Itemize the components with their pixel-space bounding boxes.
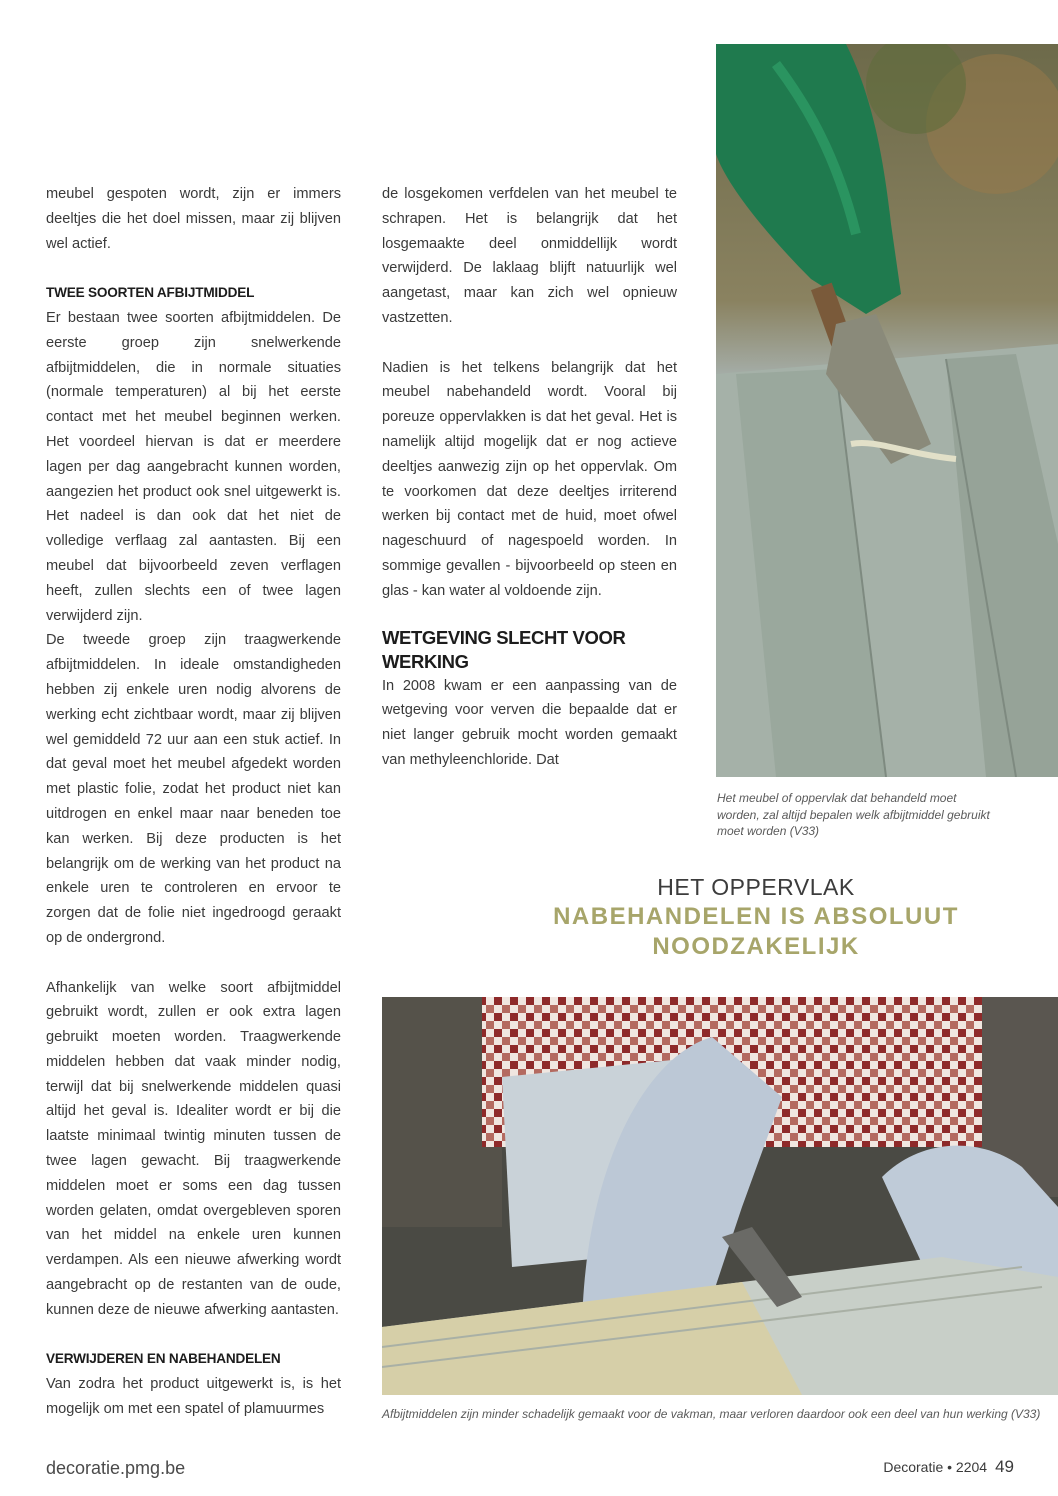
caption-photo-bottom: Afbijtmiddelen zijn minder schadelijk gemaakt voor de vakman, maar verloren daardoor ook een deel van hun werking (V33)	[382, 1407, 1041, 1421]
paragraph-scrape: de losgekomen verfdelen van het meubel te schrapen. Het is belangrijk dat het losgemaakte deel onmiddellijk wordt verwijderd. De laklaag blijft natuurlijk wel aangetast, maar kan zich wel opnieuw vastzetten.	[382, 186, 677, 326]
page-number: 49	[995, 1457, 1014, 1476]
paragraph-types-slow: De tweede groep zijn traagwerkende afbijtmiddelen. In ideale omstandigheden hebben zij enkele uren nodig alvorens de werking echt zichtbaar wordt, maar zij blijven wel gemiddeld 72 uur aan een stuk actief. In dat geval moet het meubel afgedekt worden met plastic folie, zodat het product niet kan uitdrogen en enkel maar naar beneden toe kan werken. Bij deze producten is het belangrijk om de werking van het product na enkele uren te controleren en ervoor te zorgen dat de folie niet ingedroogd geraakt op de ondergrond.	[46, 632, 341, 946]
paragraph-legislation: In 2008 kwam er een aanpassing van de wetgeving voor verven die bepaalde dat er niet langer gebruik mocht worden gemaakt van methyleenchloride. Dat	[382, 677, 677, 768]
paragraph-types-fast: Er bestaan twee soorten afbijtmiddelen. De eerste groep zijn snelwerkende afbijtmiddelen, die in normale situaties (normale temperaturen) al bij het eerste contact met het meubel beginnen werken. Het voordeel hiervan is dat er meerdere lagen per dag aangebracht kunnen worden, aangezien het product ook snel uitgewerkt is. Het nadeel is dan ook dat het niet de volledige verflaag zal aantasten. Bij een meubel dat bijvoorbeeld zeven verflagen heeft, zullen slechts een of twee lagen verwijderd zijn.	[46, 309, 341, 624]
article-column-middle	[382, 182, 677, 773]
heading-two-types: TWEE SOORTEN AFBIJTMIDDEL	[46, 285, 255, 301]
photo-worker-stripping-panel	[382, 997, 1058, 1395]
caption-photo-top: Het meubel of oppervlak dat behandeld moet worden, zal altijd bepalen welk afbijtmiddel gebruikt moet worden (V33)	[717, 791, 990, 838]
article-column-left	[46, 182, 341, 1422]
pullquote-kicker: HET OPPERVLAK	[657, 874, 855, 900]
paragraph-extra-layers: Afhankelijk van welke soort afbijtmiddel gebruikt wordt, zullen er ook extra lagen gebruikt moeten worden. Traagwerkende middelen hebben dat vaak minder nodig, terwijl dat bij snelwerkende middelen quasi altijd het geval is. Idealiter wordt er bij die laatste minimaal twintig minuten tussen de twee lagen gewacht. Bij traagwerkende middelen moet er soms een dag tussen worden gelaten, omdat overgebleven sporen van het middel na enkele uren kunnen verdampen. Als een nieuwe afwerking wordt aangebracht op de restanten van de oude, kunnen deze de nieuwe afwerking aantasten.	[46, 979, 341, 1318]
heading-legislation: WETGEVING SLECHT VOOR WERKING	[382, 626, 626, 672]
pullquote-headline-line2: NOODZAKELIJK	[652, 933, 860, 960]
pullquote-headline-line1: NABEHANDELEN IS ABSOLUUT	[553, 903, 959, 930]
pullquote	[470, 872, 1042, 962]
paragraph-intro: meubel gespoten wordt, zijn er immers deeltjes die het doel missen, maar zij blijven wel actief.	[46, 186, 341, 252]
paragraph-remove: Van zodra het product uitgewerkt is, is het mogelijk om met een spatel of plamuurmes	[46, 1376, 341, 1418]
footer-website-link[interactable]: decoratie.pmg.be	[46, 1458, 186, 1478]
footer-magazine-issue: Decoratie • 2204	[883, 1459, 988, 1475]
heading-remove-aftercare: VERWIJDEREN EN NABEHANDELEN	[46, 1351, 281, 1367]
footer-issue	[883, 1457, 1014, 1477]
paragraph-aftercare: Nadien is het telkens belangrijk dat het meubel nabehandeld wordt. Vooral bij poreuze oppervlakken is dat het geval. Het is namelijk altijd mogelijk dat er nog actieve deeltjes aanwezig zijn op het oppervlak. Om te voorkomen dat deze deeltjes irriterend werken bij contact met de huid, moet ofwel nageschuurd of nagespoeld worden. In sommige gevallen - bijvoorbeeld op steen en glas - kan water al voldoende zijn.	[382, 359, 677, 599]
photo-glove-scraping-plank	[716, 44, 1058, 777]
